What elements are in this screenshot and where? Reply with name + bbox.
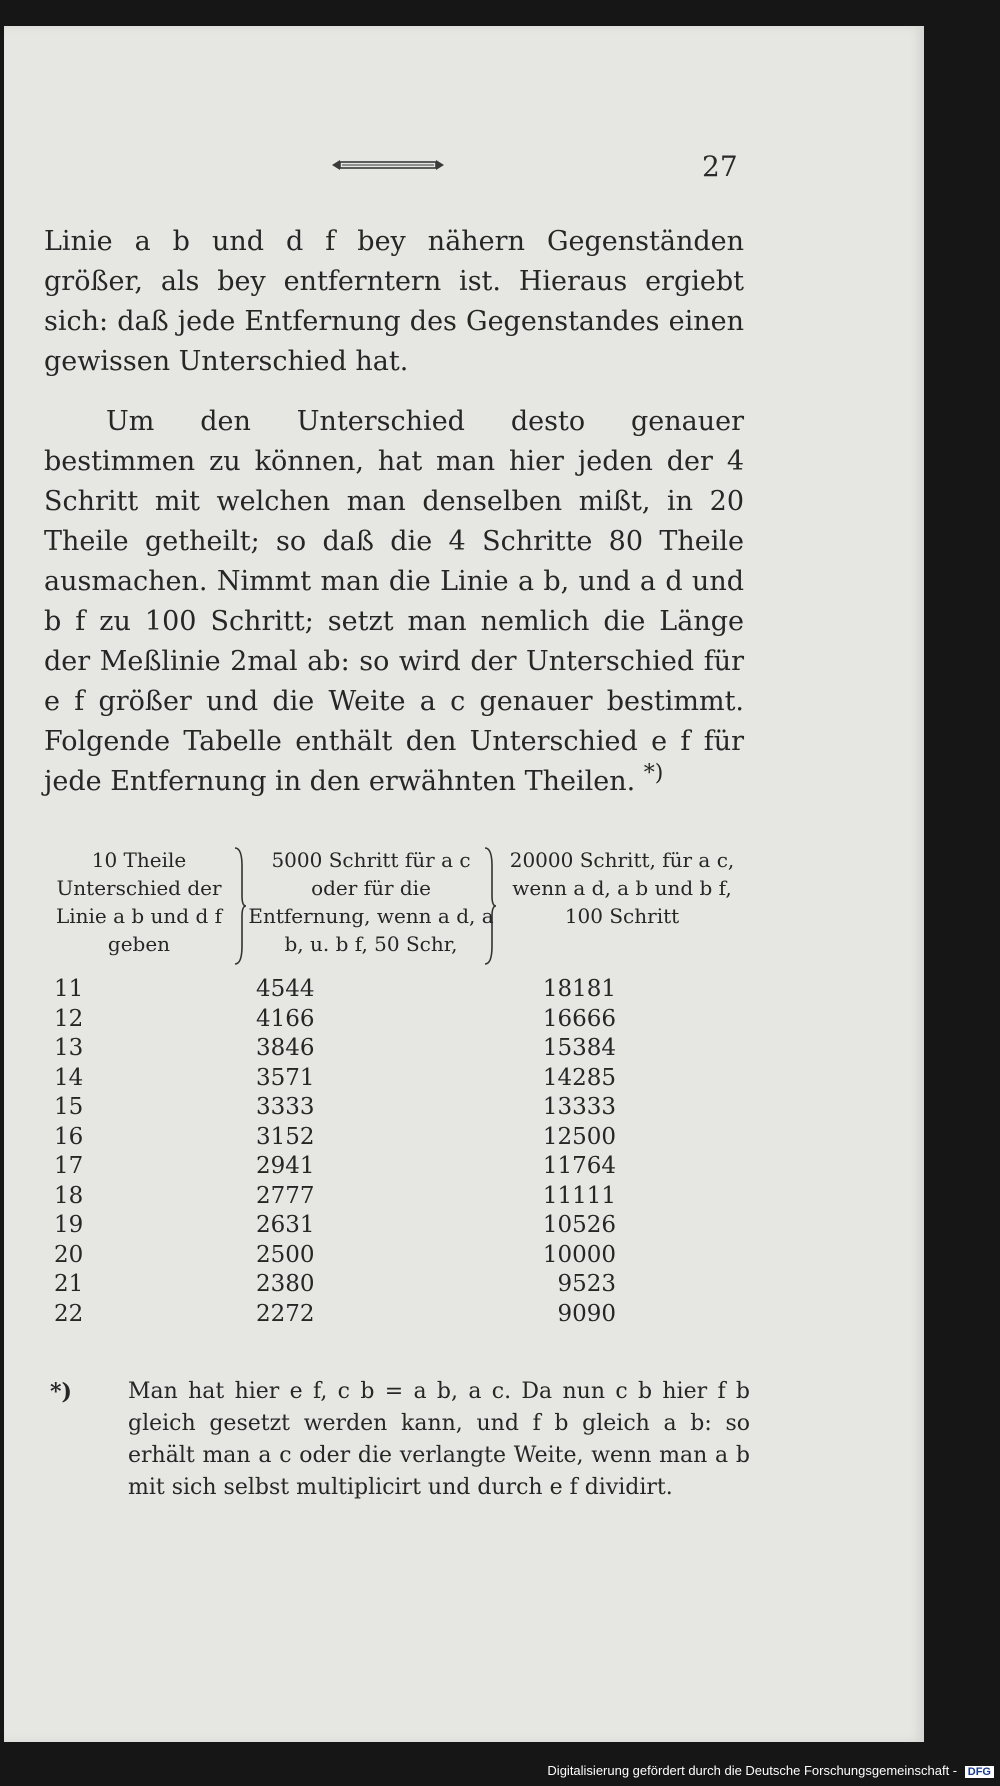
table-row: [44, 1153, 744, 1183]
table-row: [44, 1301, 744, 1331]
cell-5000: 2500: [256, 1241, 315, 1268]
paragraph-2-text: Um den Unterschied desto genauer bestimmen zu können, hat man hier jeden der 4 Schritt mit welchen man denselben mißt, in 20 Theile getheilt; so daß die 4 Schritte 80 Theile ausmachen. Nimmt man die Linie a b, und a d und b f zu 100 Schritt; setzt man nemlich die Länge der Meßlinie 2mal ab: so wird der Unterschied für e f größer und die Weite a c genauer bestimmt. Folgende Tabelle enthält den Unterschied e f für jede Entfernung in den erwähnten Theilen.: [44, 406, 744, 797]
cell-20000: 12500: [542, 1123, 616, 1150]
footnote: [50, 1376, 750, 1504]
cell-parts: 21: [54, 1271, 84, 1297]
footnote-text: Man hat hier e f, c b = a b, a c. Da nun c b hier f b gleich gesetzt werden kann, und f b gleich a b: so erhält man a c oder die verlangte Weite, wenn man a b mit sich selbst multiplicirt und durch e f dividirt.: [128, 1379, 750, 1500]
table-row: [44, 1124, 744, 1154]
cell-5000: 2941: [256, 1153, 315, 1179]
cell-20000: 16666: [542, 1005, 616, 1032]
cell-parts: 15: [54, 1094, 84, 1120]
credit-text: Digitalisierung gefördert durch die Deutsche Forschungsgemeinschaft -: [547, 1763, 958, 1778]
cell-20000: 11111: [542, 1182, 616, 1209]
cell-20000: 11764: [542, 1153, 616, 1179]
cell-20000: 13333: [542, 1094, 616, 1120]
cell-20000: 9090: [557, 1300, 616, 1327]
right-brace: [234, 846, 246, 966]
footnote-mark: *): [50, 1379, 72, 1405]
cell-parts: 19: [54, 1212, 84, 1238]
table-row: [44, 1035, 744, 1065]
cell-20000: 10526: [542, 1212, 616, 1238]
footnote-reference: *): [643, 761, 664, 786]
cell-5000: 2631: [256, 1212, 315, 1238]
table-header-2: 5000 Schritt für a c oder für die Entfernung, wenn a d, a b, u. b f, 50 Schr,: [248, 848, 494, 956]
paragraph-1: Linie a b und d f bey nähern Gegenständen größer, als bey entferntern ist. Hieraus ergiebt sich: daß jede Entfernung des Gegenstandes einen gewissen Unterschied hat.: [44, 226, 744, 377]
table-row: [44, 1006, 744, 1036]
table-row: [44, 1212, 744, 1242]
cell-5000: 3846: [256, 1035, 315, 1061]
digitization-credit: [547, 1763, 994, 1778]
cell-5000: 4166: [256, 1005, 315, 1032]
paragraph-2: [44, 402, 744, 802]
table-row: [44, 1065, 744, 1095]
cell-20000: 9523: [557, 1271, 616, 1297]
cell-parts: 20: [54, 1241, 84, 1268]
cell-20000: 18181: [542, 976, 616, 1002]
cell-parts: 12: [54, 1005, 84, 1032]
table-row: [44, 1242, 744, 1272]
table-body: [44, 976, 744, 1330]
dfg-logo: DFG: [965, 1766, 994, 1778]
table-row: [44, 1271, 744, 1301]
cell-parts: 22: [54, 1300, 84, 1327]
cell-parts: 11: [54, 976, 84, 1002]
cell-5000: 2272: [256, 1300, 315, 1327]
table-row: [44, 1183, 744, 1213]
cell-5000: 3571: [256, 1064, 315, 1091]
cell-20000: 15384: [542, 1035, 616, 1061]
cell-20000: 10000: [542, 1241, 616, 1268]
cell-5000: 2380: [256, 1271, 315, 1297]
table-header-1: 10 Theile Unterschied der Linie a b und d f geben: [55, 848, 223, 956]
table-row: [44, 1094, 744, 1124]
cell-parts: 17: [54, 1153, 84, 1179]
cell-parts: 16: [54, 1123, 84, 1150]
right-brace: [484, 846, 496, 966]
ornament-divider: [330, 158, 446, 172]
cell-parts: 14: [54, 1064, 84, 1091]
cell-5000: 2777: [256, 1182, 315, 1209]
cell-20000: 14285: [542, 1064, 616, 1091]
cell-5000: 3152: [256, 1123, 315, 1150]
table-row: [44, 976, 744, 1006]
cell-parts: 13: [54, 1035, 84, 1061]
cell-5000: 4544: [256, 976, 315, 1002]
page-number: 27: [702, 150, 738, 183]
cell-5000: 3333: [256, 1094, 315, 1120]
table-header-3: 20000 Schritt, für a c, wenn a d, a b und b f, 100 Schritt: [509, 848, 735, 928]
cell-parts: 18: [54, 1182, 84, 1209]
book-page: [4, 26, 924, 1742]
